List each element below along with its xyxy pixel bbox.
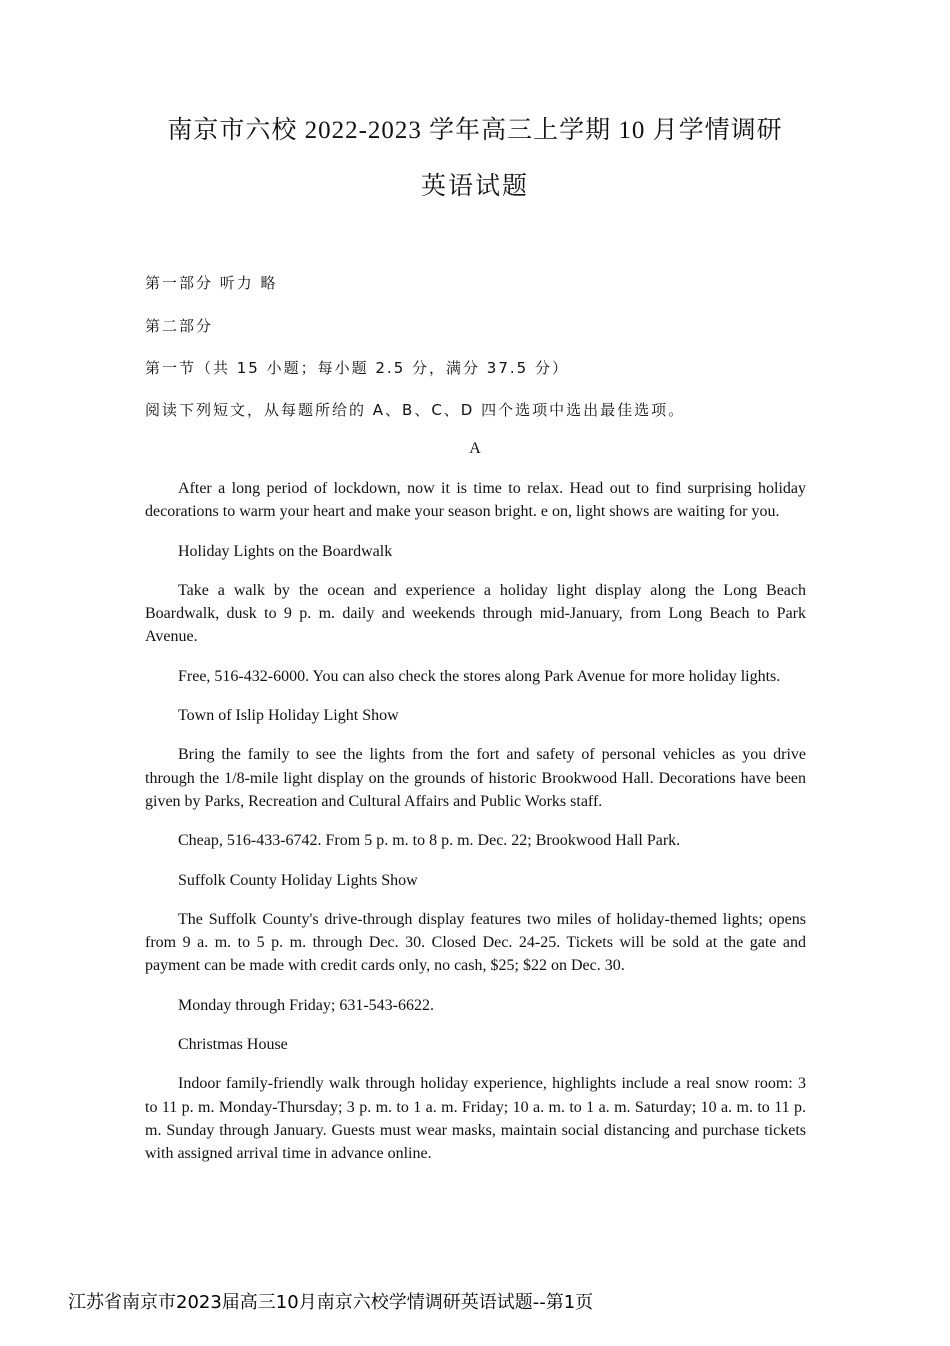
section-one-heading: 第一节（共 15 小题；每小题 2.5 分，满分 37.5 分）: [145, 359, 569, 377]
boardwalk-description: Take a walk by the ocean and experience a holiday light display along the Long Beach Boardwalk, dusk to 9 p. m. daily and weekends through mid-January, from Long Beach to Park Avenue.: [145, 581, 806, 646]
event-heading-boardwalk: Holiday Lights on the Boardwalk: [178, 542, 393, 560]
suffolk-description: The Suffolk County's drive-through display features two miles of holiday-themed lights; opens from 9 a. m. to 5 p. m. through Dec. 30. Closed Dec. 24-25. Tickets will be sold at the gate and payment can be made with credit cards only, no cash, $25; $22 on Dec. 30.: [145, 910, 806, 975]
suffolk-details: Monday through Friday; 631-543-6622.: [178, 996, 434, 1014]
passage-body: [145, 477, 806, 1182]
exam-subject-title: 英语试题: [420, 173, 529, 200]
event-heading-suffolk: Suffolk County Holiday Lights Show: [178, 871, 418, 889]
passage-intro-paragraph: After a long period of lockdown, now it is time to relax. Head out to find surprising holiday decorations to warm your heart and make your season bright. e on, light shows are waiting for you.: [145, 480, 806, 521]
event-heading-christmas-house: Christmas House: [178, 1036, 288, 1054]
part-two-heading: 第二部分: [145, 317, 214, 335]
page-footer: 江苏省南京市2023届高三10月南京六校学情调研英语试题--第1页: [68, 1292, 594, 1313]
islip-description: Bring the family to see the lights from the fort and safety of personal vehicles as you drive through the 1/8-mile light display on the grounds of historic Brookwood Hall. Decorations have been given by Parks, Recreation and Cultural Affairs and Public Works staff.: [145, 746, 806, 810]
part-one-heading: 第一部分 听力 略: [145, 274, 278, 292]
event-heading-islip: Town of Islip Holiday Light Show: [178, 707, 399, 725]
islip-details: Cheap, 516-433-6742. From 5 p. m. to 8 p. m. Dec. 22; Brookwood Hall Park.: [178, 832, 681, 850]
christmas-house-description: Indoor family-friendly walk through holiday experience, highlights include a real snow room: 3 to 11 p. m. Monday-Thursday; 3 p. m. to 1 a. m. Friday; 10 a. m. to 1 a. m. Saturday; 10 a. m. to 11 p. m. Sunday through January. Guests must wear masks, maintain social distancing and purchase tickets with assigned arrival time in advance online.: [145, 1075, 806, 1163]
passage-label: A: [469, 440, 481, 457]
reading-instruction: 阅读下列短文，从每题所给的 A、B、C、D 四个选项中选出最佳选项。: [145, 401, 686, 419]
boardwalk-details: Free, 516-432-6000. You can also check the stores along Park Avenue for more holiday lights.: [178, 667, 781, 685]
exam-title: 南京市六校 2022-2023 学年高三上学期 10 月学情调研: [167, 117, 783, 144]
